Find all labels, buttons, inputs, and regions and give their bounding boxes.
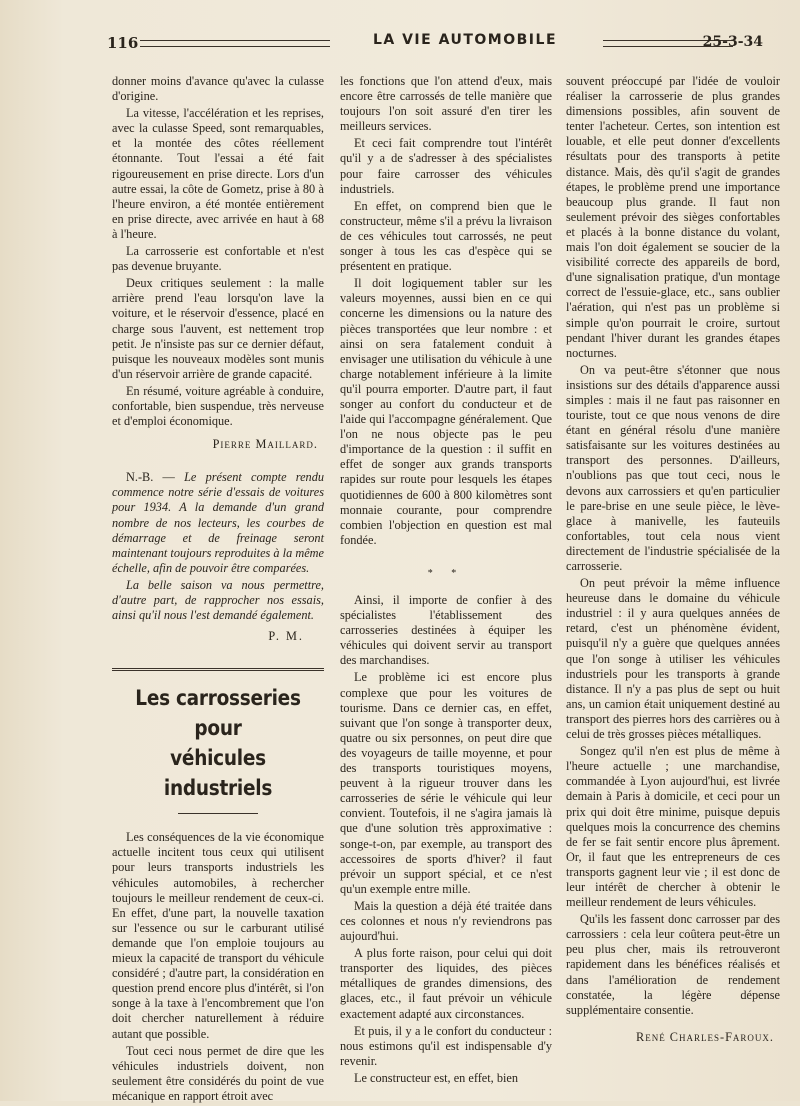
paragraph: On va peut-être s'étonner que nous insistions sur des détails d'apparence aussi simples : mais il ne faut pas raisonner en touriste, tout ce que nous venons de dire étant en général résolu d'une manière satisfaisante sur les voitures destinées au transport des personnes. D'ailleurs, n'oublions pas que tout ceci, nous le devons aux carrossiers et qu'en particulier le pare-brise en une seule pièce, le lève-glace à manivelle, les fauteuils confortables, tout cela nous vient directement de l'industrie spécialisée de la carrosserie.: [566, 362, 780, 573]
paragraph: Et ceci fait comprendre tout l'intérêt qu'il y a de s'adresser à des spécialistes pour faire carrosser des véhicules industriels.: [340, 136, 552, 196]
note-signature: P. M.: [268, 629, 304, 644]
author-signature: René Charles-Faroux.: [636, 1029, 774, 1044]
article-title-line-2: véhicules industriels: [163, 746, 273, 801]
note-text: La belle saison va nous permettre, d'autre part, de rapprocher nos essais, ainsi qu'il nous l'est demandé également.: [112, 577, 324, 623]
paragraph: Le constructeur est, en effet, bien: [354, 1070, 519, 1085]
paragraph: En effet, on comprend bien que le constructeur, même s'il a prévu la livraison de ces véhicules tout carrossés, ne peut songer à tous les cas d'espèce qui se présentent en pratique.: [340, 198, 552, 274]
paragraph: Les conséquences de la vie économique actuelle incitent tous ceux qui utilisent pour leurs transports industriels les véhicules automobiles, à rechercher toujours le meilleur rendement de ceux-ci. En effet, d'une part, la nouvelle taxation sur l'essence ou sur le carburant utilisé demande que l'on emploie toujours au mieux la capacité de transport du véhicule considéré ; d'autre part, la considération en question prend encore plus d'intérêt, si l'on songe à la taxe à l'encombrement que l'on doit chercher naturellement à réduire autant que possible.: [112, 830, 324, 1041]
paragraph: A plus forte raison, pour celui qui doit transporter des liquides, des pièces métalliques de grandes dimensions, des glaces, etc., il faut prévoir un véhicule exactement adapté aux circonstances.: [340, 946, 552, 1021]
paragraph: les fonctions que l'on attend d'eux, mais encore être carrossés de telle manière que toujours l'on soit assuré d'en tirer les meilleurs services.: [340, 74, 552, 134]
paragraph: donner moins d'avance qu'avec la culasse d'origine.: [112, 74, 324, 104]
article-title: [125, 683, 312, 803]
paragraph: En résumé, voiture agréable à conduire, confortable, bien suspendue, très nerveuse et d'emploi économique.: [112, 383, 324, 429]
section-separator: * *: [427, 567, 465, 579]
paragraph: La vitesse, l'accélération et les reprises, avec la culasse Speed, sont remarquables, et la montée des côtes réellement étonnante. Tout l'essai a été fait rigoureusement en prise directe. Lors d'un autre essai, la côte de Gometz, prise à 80 à l'heure environ, a été montée entièrement en prise directe, avec arrivée en haut à 68 à l'heure.: [112, 106, 324, 241]
paragraph: On peut prévoir la même influence heureuse dans le domaine du véhicule industriel : il y aura quelques années de retard, c'est un phénomène évident, puisqu'il n'y a guère que quelques années que l'on songe à utiliser les véhicules industriels pour les transports à grande distance. Il n'y a pas plus de sept ou huit ans, un camion était uniquement destiné au transport des pierres hors des carrières ou à celui de très grosses pièces métalliques.: [566, 576, 780, 742]
column-3: [566, 74, 780, 1047]
issue-date: 25-3-34: [702, 34, 763, 50]
paragraph: Et puis, il y a le confort du conducteur : nous estimons qu'il est indispensable d'y revenir.: [340, 1023, 552, 1068]
journal-title: LA VIE AUTOMOBILE: [372, 32, 558, 48]
paragraph: Mais la question a déjà été traitée dans ces colonnes et nous n'y reviendrons pas aujourd'hui.: [340, 898, 552, 944]
header-rule-left: [140, 40, 330, 47]
column-1: [112, 74, 324, 1106]
section-divider: [112, 668, 324, 671]
paragraph: La carrosserie est confortable et n'est pas devenue bruyante.: [112, 244, 324, 274]
paragraph: souvent préoccupé par l'idée de vouloir réaliser la carrosserie de plus grandes dimensions possibles, afin souvent de tenter l'acheteur. Certes, son intention est louable, et elle peut donner d'excellents résultats pour des transports à petite distance. Mais, dès qu'il s'agit de grandes étapes, le problème prend une importance beaucoup plus grande. Il faut non seulement prévoir des sièges confortables et placés à la bonne distance du volant, mais l'on doit également se soucier de la visibilité correcte des appareils de bord, d'une signalisation pratique, d'un montage correct de l'essuie-glace, etc., sans oublier l'aération, qui n'est pas un problème si simple qu'on pourrait le croire, surtout pendant l'hiver durant les grandes étapes nocturnes.: [566, 74, 780, 360]
note-text: Le présent compte rendu commence notre série d'essais de voitures pour 1934. A la demande d'un grand nombre de nos lecteurs, les courbes de démarrage et de freinage seront maintenant toujours reproduites à la même échelle, afin de pouvoir être comparées.: [112, 470, 325, 575]
article-title-line-1: Les carrosseries pour: [135, 686, 301, 741]
column-2: [340, 74, 552, 1088]
paragraph: Qu'ils les fassent donc carrosser par des carrossiers : cela leur coûtera peut-être un peu plus cher, mais ils retrouveront rapidement dans les bénéfices réalisés et dans l'amélioration de rendement constatée, la légère dépense supplémentaire consentie.: [566, 912, 780, 1017]
author-signature: Pierre Maillard.: [212, 437, 318, 452]
page-header: [95, 30, 775, 54]
page-number: 116: [107, 34, 139, 52]
note-label: N.-B. —: [126, 470, 175, 485]
paragraph: Tout ceci nous permet de dire que les véhicules industriels doivent, non seulement être considérés du point de vue mécanique en rapport étroit avec: [112, 1043, 324, 1103]
paragraph: Il doit logiquement tabler sur les valeurs moyennes, aussi bien en ce qui concerne les dimensions ou la nature des pièces transportées que leur nombre : et ainsi on sera fatalement conduit à envisager une utilisation du véhicule à une charge notablement inférieure à la limite qu'il pourra emporter. D'autre part, il faut songer au confort du conducteur et de l'aide qui l'accompagne généralement. Que l'on ne nous objecte pas le peu d'importance de la question : il suffit en effet de songer aux grands transports rapides sur route pour lesquels les étapes quotidiennes de 600 à 800 kilomètres sont monnaie courante, pour comprendre combien l'objection en question est mal fondée.: [340, 276, 552, 547]
title-underline: [178, 813, 258, 814]
paragraph: Deux critiques seulement : la malle arrière prend l'eau lorsqu'on lave la voiture, et le réservoir d'essence, placé en charge sous l'auvent, est nettement trop petit. Je n'insiste pas sur ce dernier défaut, puisque les nouveaux modèles sont munis d'un réservoir arrière de grande capacité.: [112, 276, 324, 381]
editor-note: [112, 470, 324, 644]
paragraph: Le problème ici est encore plus complexe que pour les voitures de tourisme. Dans ce dernier cas, en effet, suivant que l'on songe à transporter deux, quatre ou six personnes, on peut dire que des voyageurs de taille moyenne, et pour des transports touristiques moyens, peuvent à la rigueur trouver dans les carrosseries de série le véhicule qui leur convient. Toutefois, il ne s'agira jamais là que d'une solution très approximative : songe-t-on, par exemple, au transport des accessoires de sports d'hiver? il faut prévoir un support spécial, et ce n'est qu'un exemple entre mille.: [340, 670, 552, 896]
paragraph: Ainsi, il importe de confier à des spécialistes l'établissement des carrosseries destinées à équiper les véhicules qui doivent servir au transport des marchandises.: [340, 593, 552, 668]
paragraph: Songez qu'il n'en est plus de même à l'heure actuelle ; une marchandise, commandée à Lyon aujourd'hui, est livrée demain à Paris à domicile, et ceci pour un prix qui doit être minime, puisque depuis quelques mois la concurrence des chemins de fer se fait sentir encore plus âprement. Or, il faut que les entrepreneurs de ces transports gagnent leur vie ; il est donc de leur intérêt de chercher à obtenir le meilleur rendement de leurs véhicules.: [566, 744, 780, 910]
